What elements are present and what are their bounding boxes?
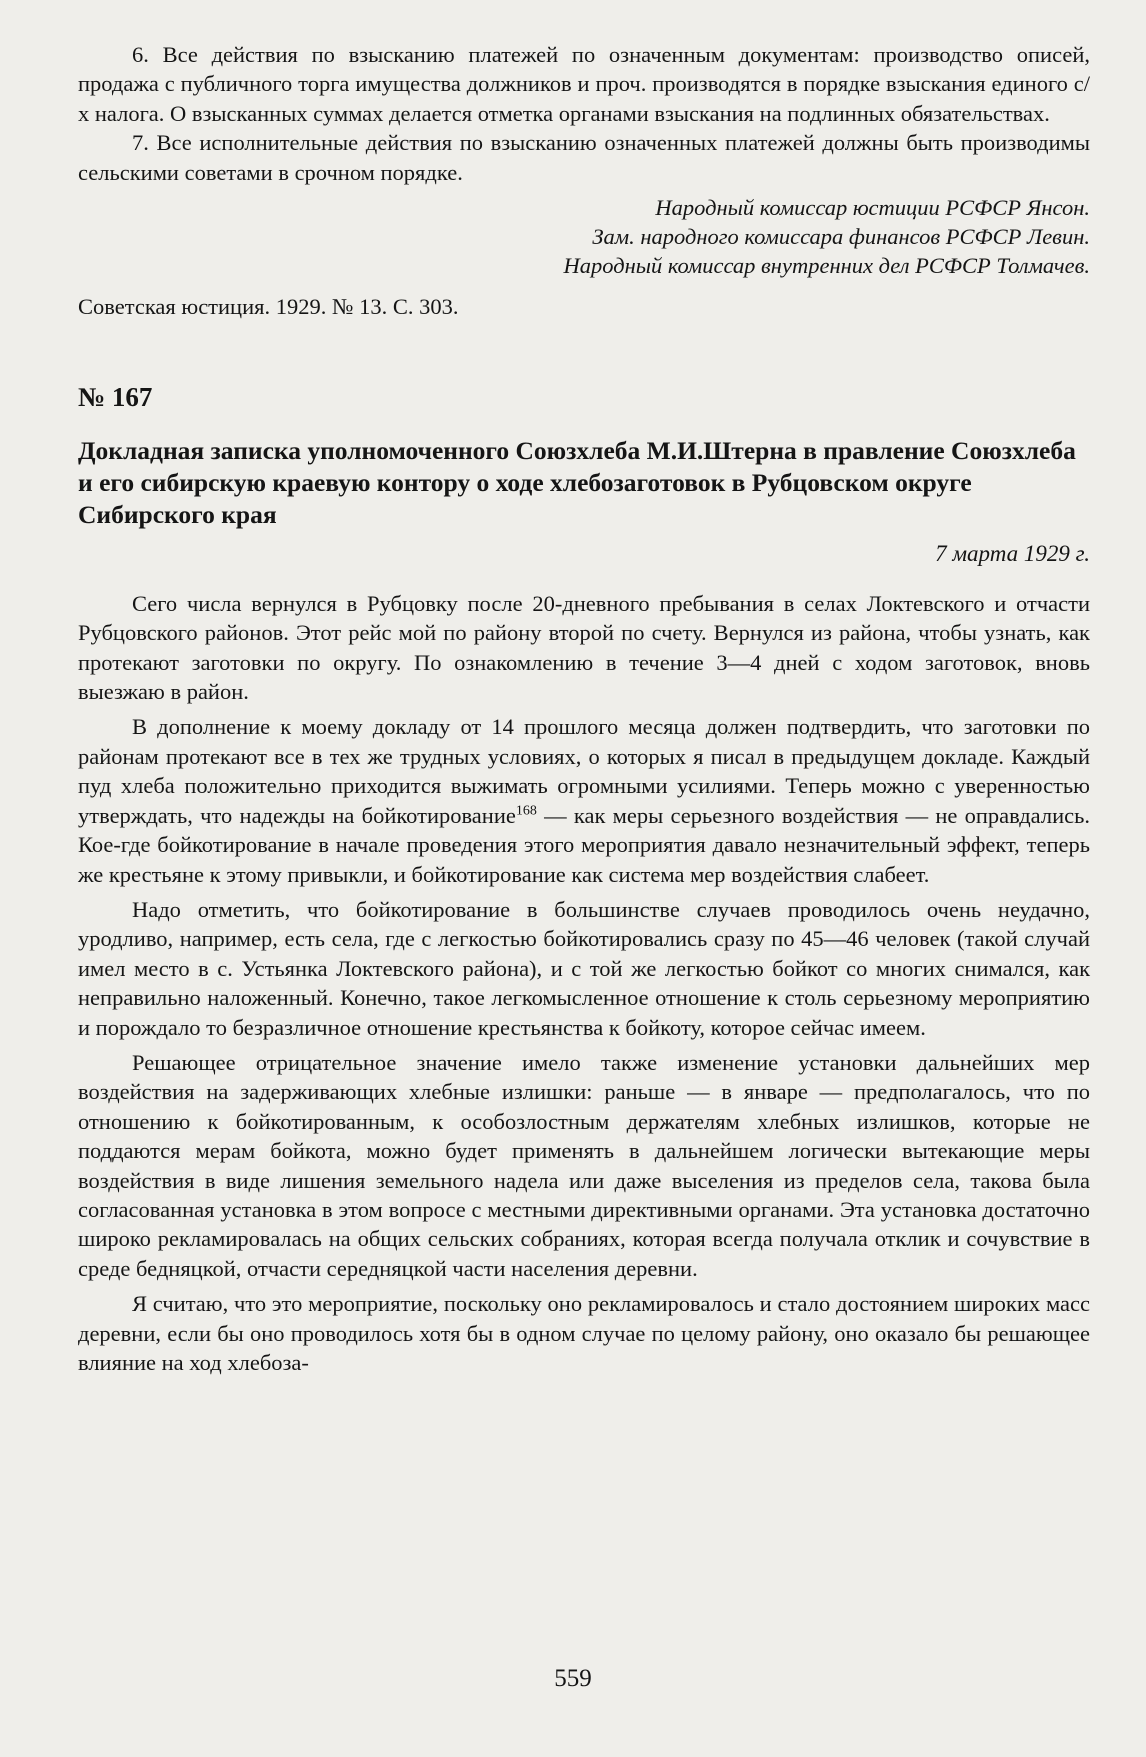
body-paragraph-2 [78, 712, 1090, 888]
footnote-reference: 168 [515, 803, 537, 819]
signatures-block [78, 193, 1090, 280]
signature-interior-commissar: Народный комиссар внутренних дел РСФСР Толмачев. [563, 253, 1090, 279]
document-title: Докладная записка уполномоченного Союзхлеба М.И.Штерна в правление Союзхлеба и его сибирскую краевую контору о ходе хлебозаготовок в Рубцовском округе Сибирского края [78, 436, 1076, 530]
body-paragraph-2-part-a: В дополнение к моему докладу от 14 прошлого месяца должен подтвердить, что заготовки по районам протекают все в тех же трудных условиях, о которых я писал в предыдущем докладе. Каждый пуд хлеба положительно приходится выжимать огромными усилиями. Теперь можно с уверенностью утверждать, что надежды на бойкотирование [78, 714, 1090, 828]
source-citation: Советская юстиция. 1929. № 13. С. 303. [78, 294, 459, 320]
body-paragraph-1: Сего числа вернулся в Рубцовку после 20-дневного пребывания в селах Локтевского и отчасти Рубцовского районов. Этот рейс мой по району второй по счету. Вернулся из района, чтобы узнать, как протекают заготовки по округу. По ознакомлению в течение 3—4 дней с ходом заготовок, вновь выезжаю в район. [78, 590, 1090, 705]
body-paragraph-4: Решающее отрицательное значение имело также изменение установки дальнейших мер воздействия на задерживающих хлебные излишки: раньше — в январе — предполагалось, что по отношению к бойкотированным, к особозлостным держателям хлебных излишков, которые не поддаются мерам бойкота, можно будет применять в дальнейшем логически вытекающие меры воздействия в виде лишения земельного надела или даже выселения из пределов села, такова была согласованная установка в этом вопросе с местными директивными органами. Эта установка достаточно широко рекламировалась на общих сельских собраниях, которая всегда получала отклик и сочувствие в среде бедняцкой, отчасти середняцкой части населения деревни. [78, 1049, 1090, 1281]
page-number: 559 [554, 1665, 592, 1692]
document-body [78, 589, 1090, 1378]
document-number: № 167 [78, 382, 153, 413]
paragraph-item-6: 6. Все действия по взысканию платежей по означенным документам: производство описей, продажа с публичного торга имущества должников и проч. производятся в порядке взыскания единого с/х налога. О взысканных суммах делается отметка органами взыскания на подлинных обязательствах. [78, 42, 1090, 126]
document-date: 7 марта 1929 г. [935, 541, 1090, 567]
body-paragraph-5: Я считаю, что это мероприятие, поскольку оно рекламировалось и стало достоянием широких масс деревни, если бы оно проводилось хотя бы в одном случае по целому району, оно оказало бы решающее влияние на ход хлебоза- [78, 1291, 1090, 1375]
signature-justice-commissar: Народный комиссар юстиции РСФСР Янсон. [655, 195, 1090, 221]
body-paragraph-2-part-b: — как меры серьезного воздействия — не оправдались. Кое-где бойкотирование в начале проведения этого мероприятия давало незначительный эффект, теперь же крестьяне к этому привыкли, и бойкотирование как система мер воздействия слабеет. [78, 802, 1090, 887]
body-paragraph-3: Надо отметить, что бойкотирование в большинстве случаев проводилось очень неудачно, уродливо, например, есть села, где с легкостью бойкотировались сразу по 45—46 человек (такой случай имел место в с. Устьянка Локтевского района), и с той же легкостью бойкот со многих снимался, как неправильно наложенный. Конечно, такое легкомысленное отношение к столь серьезному мероприятию и порождало то безразличное отношение крестьянства к бойкоту, которое сейчас имеем. [78, 896, 1090, 1040]
paragraph-item-7: 7. Все исполнительные действия по взысканию означенных платежей должны быть производимы сельскими советами в срочном порядке. [78, 130, 1090, 185]
signature-deputy-finance-commissar: Зам. народного комиссара финансов РСФСР Левин. [592, 224, 1090, 250]
document-page [78, 40, 1090, 1383]
